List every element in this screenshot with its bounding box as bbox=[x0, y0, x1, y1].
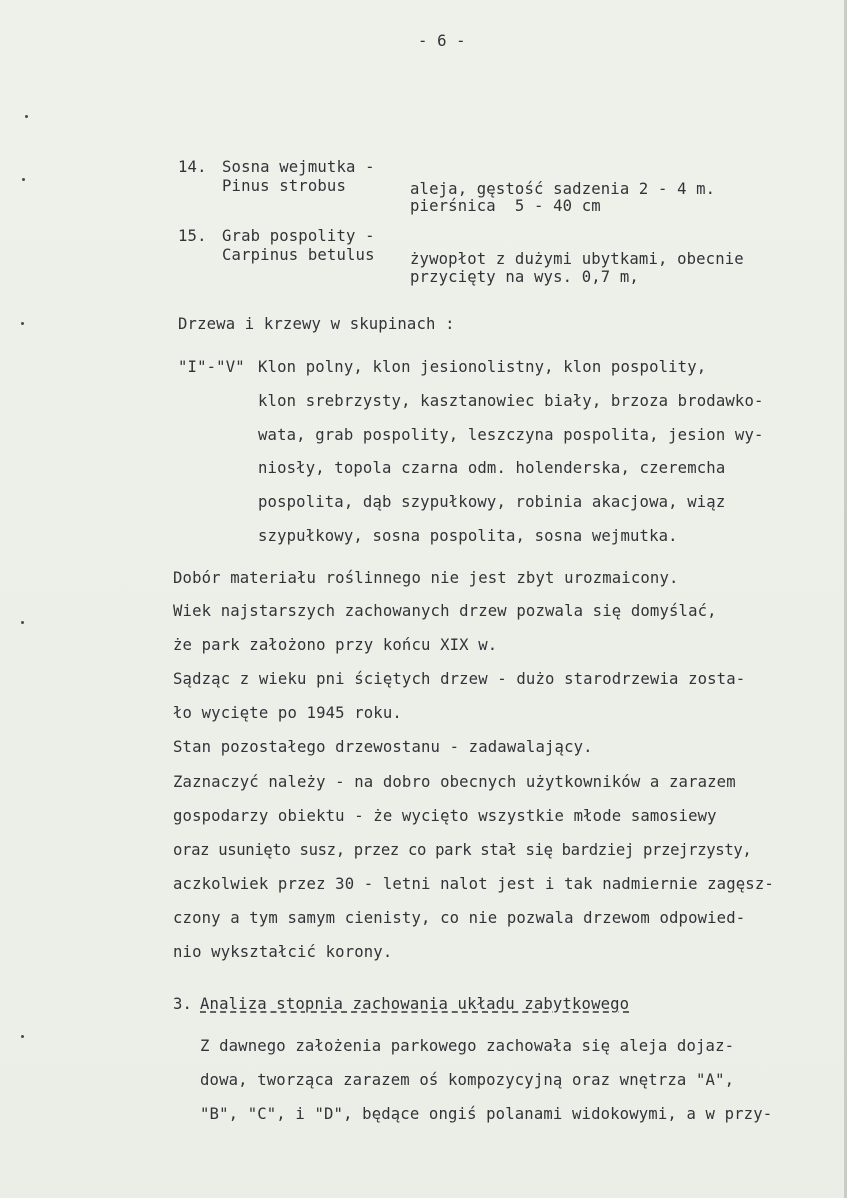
body-line: aczkolwiek przez 30 - letni nalot jest i tak nadmiernie zagęsz- bbox=[173, 875, 774, 893]
body-line: czony a tym samym cienisty, co nie pozwala drzewom odpowied- bbox=[173, 909, 746, 927]
section-line: Z dawnego założenia parkowego zachowała się aleja dojaz- bbox=[200, 1037, 735, 1055]
margin-mark bbox=[22, 178, 25, 181]
species-description: pierśnica 5 - 40 cm bbox=[410, 197, 601, 215]
group-line: niosły, topola czarna odm. holenderska, czeremcha bbox=[258, 459, 726, 477]
margin-mark bbox=[25, 115, 28, 118]
group-line: klon srebrzysty, kasztanowiec biały, brzoza brodawko- bbox=[258, 392, 764, 410]
species-description: żywopłot z dużymi ubytkami, obecnie bbox=[410, 250, 744, 268]
species-description: aleja, gęstość sadzenia 2 - 4 m. bbox=[410, 180, 716, 198]
body-line: Sądząc z wieku pni ściętych drzew - dużo starodrzewia zosta- bbox=[173, 670, 746, 688]
body-line: Stan pozostałego drzewostanu - zadawalający. bbox=[173, 738, 593, 756]
section-line: "B", "C", i "D", będące ongiś polanami widokowymi, a w przy- bbox=[200, 1105, 773, 1123]
body-line: nio wykształcić korony. bbox=[173, 943, 393, 961]
body-line: Zaznaczyć należy - na dobro obecnych użytkowników a zarazem bbox=[173, 773, 736, 791]
species-number: 14. bbox=[178, 158, 207, 176]
margin-mark bbox=[21, 1035, 24, 1038]
group-line: szypułkowy, sosna pospolita, sosna wejmutka. bbox=[258, 527, 678, 545]
group-line: pospolita, dąb szypułkowy, robinia akacjowa, wiąz bbox=[258, 493, 726, 511]
margin-mark bbox=[21, 322, 24, 325]
body-line: Wiek najstarszych zachowanych drzew pozwala się domyślać, bbox=[173, 602, 717, 620]
group-line: wata, grab pospolity, leszczyna pospolita, jesion wy- bbox=[258, 426, 764, 444]
group-label: "I"-"V" bbox=[178, 358, 245, 376]
species-name-latin: Pinus strobus bbox=[222, 177, 346, 195]
body-line: ło wycięte po 1945 roku. bbox=[173, 704, 402, 722]
species-description: przycięty na wys. 0,7 m, bbox=[410, 268, 639, 286]
species-number: 15. bbox=[178, 227, 207, 245]
section-line: dowa, tworząca zarazem oś kompozycyjną oraz wnętrza "A", bbox=[200, 1071, 735, 1089]
species-name-latin: Carpinus betulus bbox=[222, 246, 375, 264]
group-line: Klon polny, klon jesionolistny, klon pospolity, bbox=[258, 358, 707, 376]
body-line: że park założono przy końcu XIX w. bbox=[173, 636, 498, 654]
section-number: 3. bbox=[173, 995, 193, 1013]
species-name-polish: Sosna wejmutka - bbox=[222, 158, 375, 176]
group-heading: Drzewa i krzewy w skupinach : bbox=[178, 315, 455, 333]
species-name-polish: Grab pospolity - bbox=[222, 227, 375, 245]
section-title: Analiza stopnia zachowania układu zabytkowego bbox=[200, 995, 630, 1013]
body-line: gospodarzy obiektu - że wycięto wszystkie młode samosiewy bbox=[173, 807, 717, 825]
body-line: oraz usunięto susz, przez co park stał się bardziej przejrzysty, bbox=[173, 841, 752, 859]
margin-mark bbox=[21, 621, 24, 624]
page-number: - 6 - bbox=[418, 32, 466, 50]
body-line: Dobór materiału roślinnego nie jest zbyt urozmaicony. bbox=[173, 569, 679, 587]
